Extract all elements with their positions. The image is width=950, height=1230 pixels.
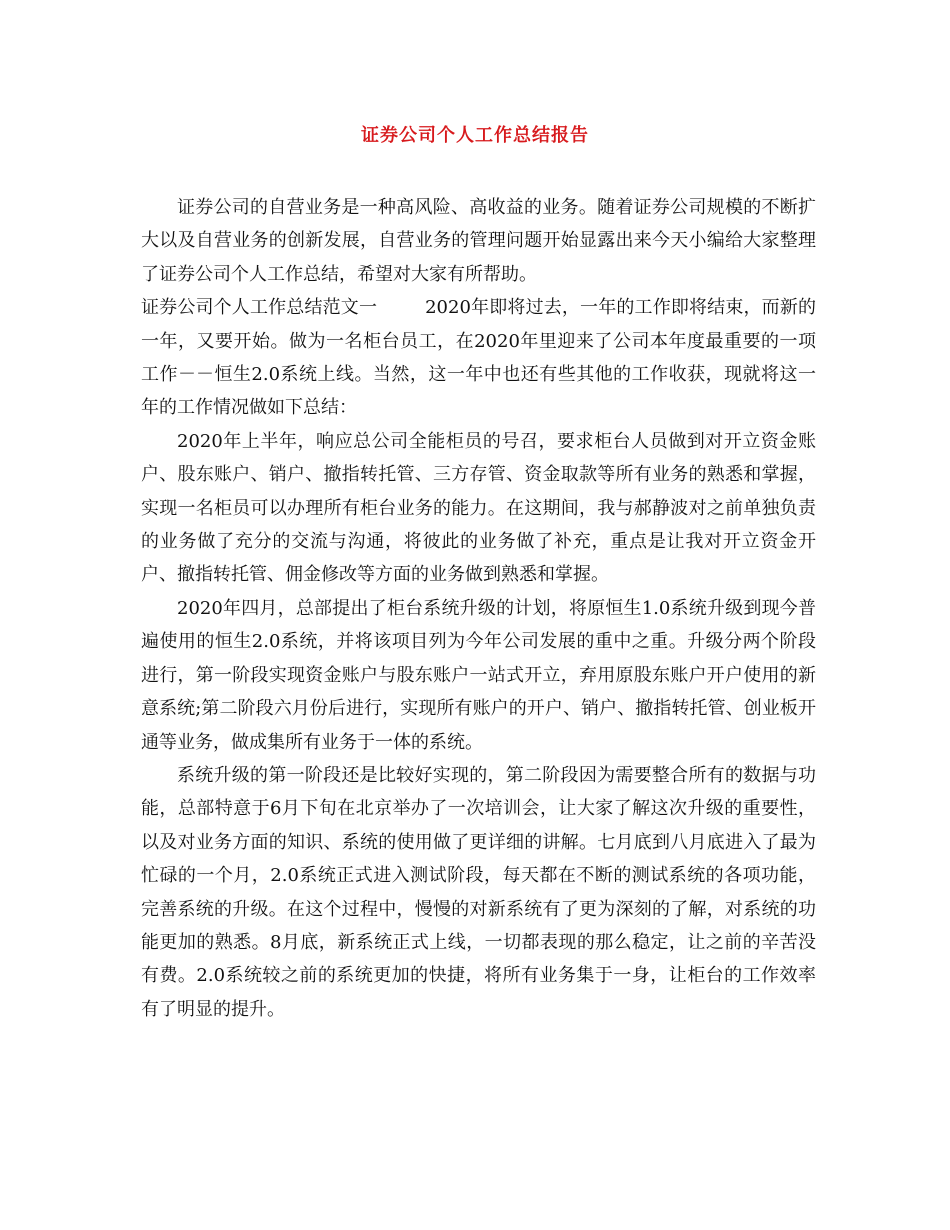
document-title: 证券公司个人工作总结报告 [361,125,589,146]
system-upgrade-plan-paragraph: 2020年四月，总部提出了柜台系统升级的计划，将原恒生1.0系统升级到现今普遍使用的恒生2.0系统，并将该项目列为今年公司发展的重中之重。升级分两个阶段进行，第一阶段实现资金账户与股东账户一站式开立，弃用原股东账户开户使用的新意系统;第二阶段六月份后进行，实现所有账户的开户、销户、撤指转托管、创业板开通等业务，做成集所有业务于一体的系统。 [141,597,816,753]
sample-heading: 证券公司个人工作总结范文一 [141,297,378,319]
sample-text: 2020年即将过去，一年的工作即将结束，而新的一年，又要开始。做为一名柜台员工，在2020年里迎来了公司本年度最重要的一项工作－－恒生2.0系统上线。当然，这一年中也还有些其他的工作收获，现就将这一年的工作情况做如下总结： [141,297,816,419]
first-half-paragraph: 2020年上半年，响应总公司全能柜员的号召，要求柜台人员做到对开立资金账户、股东账户、销户、撤指转托管、三方存管、资金取款等所有业务的熟悉和掌握，实现一名柜员可以办理所有柜台业务的能力。在这期间，我与郝静波对之前单独负责的业务做了充分的交流与沟通，将彼此的业务做了补充，重点是让我对开立资金开户、撤指转托管、佣金修改等方面的业务做到熟悉和掌握。 [141,430,816,586]
sample-paragraph [141,291,816,425]
system-upgrade-progress-paragraph: 系统升级的第一阶段还是比较好实现的，第二阶段因为需要整合所有的数据与功能，总部特意于6月下旬在北京举办了一次培训会，让大家了解这次升级的重要性，以及对业务方面的知识、系统的使用做了更详细的讲解。七月底到八月底进入了最为忙碌的一个月，2.0系统正式进入测试阶段，每天都在不断的测试系统的各项功能，完善系统的升级。在这个过程中，慢慢的对新系统有了更为深刻的了解，对系统的功能更加的熟悉。8月底，新系统正式上线，一切都表现的那么稳定，让之前的辛苦没有费。2.0系统较之前的系统更加的快捷，将所有业务集于一身，让柜台的工作效率有了明显的提升。 [141,764,816,1020]
document-body [141,191,816,1026]
intro-paragraph: 证券公司的自营业务是一种高风险、高收益的业务。随着证券公司规模的不断扩大以及自营业务的创新发展，自营业务的管理问题开始显露出来今天小编给大家整理了证券公司个人工作总结，希望对大家有所帮助。 [141,197,816,285]
